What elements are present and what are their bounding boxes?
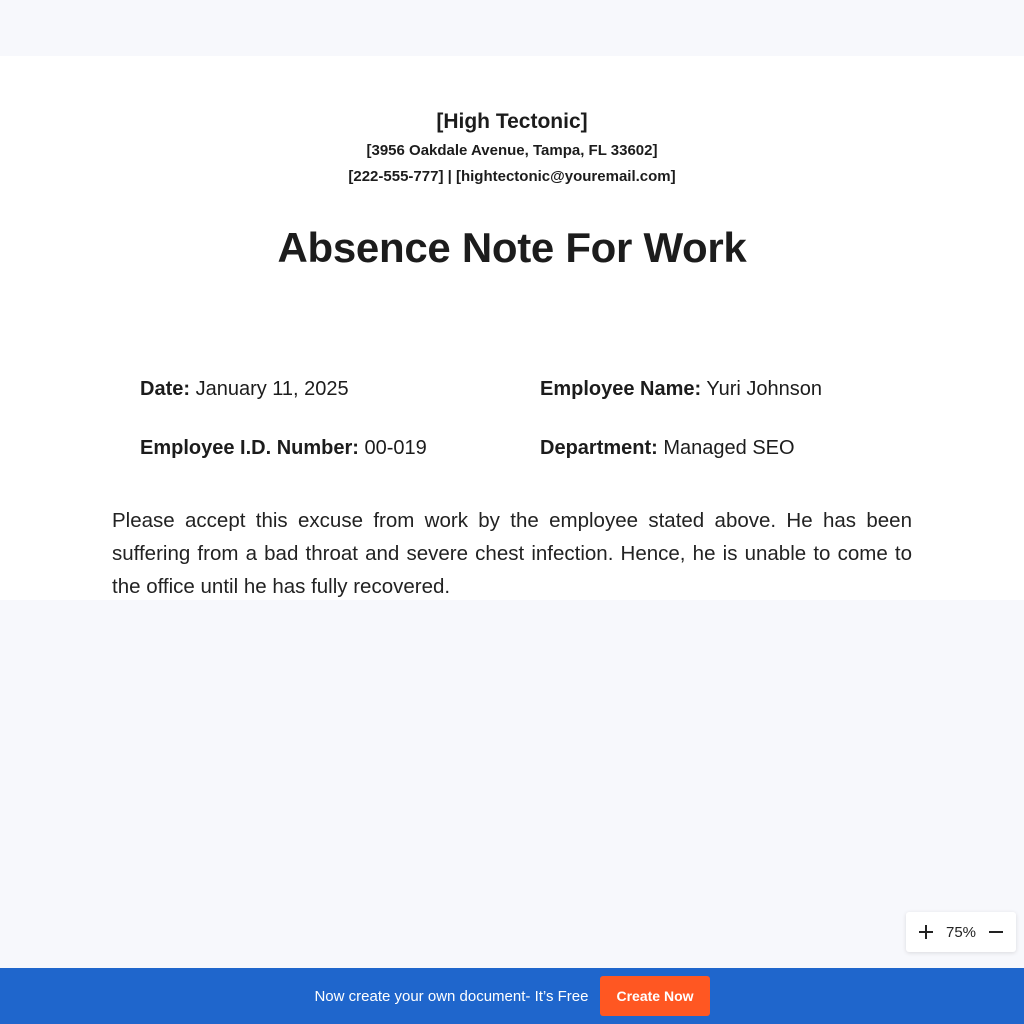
document-page (0, 56, 1024, 600)
document-title: Absence Note For Work (277, 224, 747, 271)
company-contact: [222-555-777] | [hightectonic@youremail.com] (348, 168, 676, 185)
body-paragraph: Please accept this excuse from work by the employee stated above. He has been suffering from a bad throat and severe chest infection. Hence, he is unable to come to the office until he has fully recovered. (112, 509, 912, 598)
department-value: Managed SEO (663, 437, 795, 459)
footer-bar (0, 968, 1024, 1024)
employee-name-field (540, 375, 822, 403)
company-name: [High Tectonic] (436, 110, 588, 133)
zoom-control (906, 912, 1016, 952)
date-value: January 11, 2025 (195, 378, 349, 400)
zoom-out-button[interactable] (986, 922, 1006, 942)
employee-name-value: Yuri Johnson (706, 378, 823, 400)
date-field (140, 375, 349, 403)
department-label: Department: (540, 437, 658, 459)
department-field (540, 434, 795, 462)
employee-id-value: 00-019 (364, 437, 427, 459)
company-address: [3956 Oakdale Avenue, Tampa, FL 33602] (366, 142, 658, 159)
zoom-level: 75% (945, 923, 977, 941)
date-label: Date: (140, 378, 191, 400)
employee-name-label: Employee Name: (540, 378, 702, 400)
employee-id-label: Employee I.D. Number: (140, 437, 359, 459)
footer-promo-text: Now create your own document- It’s Free (314, 987, 589, 1005)
employee-id-field (140, 434, 427, 462)
create-now-button[interactable]: Create Now (600, 976, 709, 1016)
zoom-in-button[interactable] (916, 922, 936, 942)
